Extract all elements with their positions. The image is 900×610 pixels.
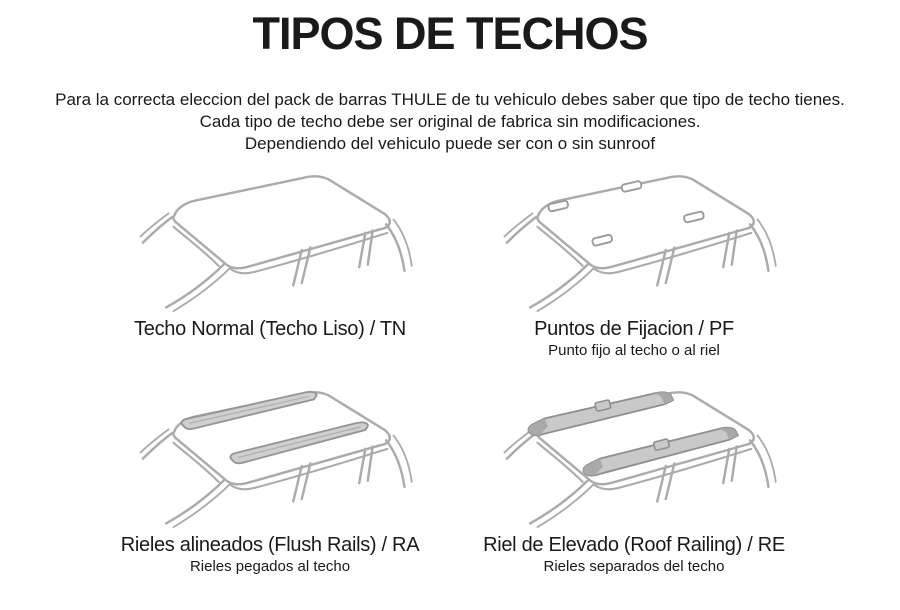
roof-types-grid (0, 163, 900, 575)
roof-type-sublabel: Rieles separados del techo (543, 557, 725, 575)
roof-type-card-puntos-de-fijacion (450, 163, 900, 359)
roof-type-label: Riel de Elevado (Roof Railing) / RE (483, 533, 785, 556)
intro-line-2: Cada tipo de techo debe ser original de fabrica sin modificaciones. (199, 111, 701, 131)
intro-line-3: Dependiendo del vehiculo puede ser con o sin sunroof (244, 133, 656, 153)
roof-type-card-rieles-alineados (0, 379, 450, 575)
roof-flush-rails-drawing (105, 379, 435, 531)
page-title: TIPOS DE TECHOS (252, 8, 648, 59)
intro-line-1: Para la correcta eleccion del pack de barras THULE de tu vehiculo debes saber que tipo de techo tienes. (55, 89, 845, 109)
roof-type-label: Techo Normal (Techo Liso) / TN (134, 317, 406, 340)
roof-type-sublabel: Punto fijo al techo o al riel (548, 341, 720, 359)
roof-plain-drawing (105, 163, 435, 315)
roof-type-sublabel: Rieles pegados al techo (189, 557, 351, 575)
roof-raised-rails-drawing (469, 379, 799, 531)
roof-type-card-techo-normal (0, 163, 450, 359)
roof-type-label: Puntos de Fijacion / PF (534, 317, 734, 340)
roof-type-label: Rieles alineados (Flush Rails) / RA (120, 533, 420, 556)
roof-fixpoints-drawing (469, 163, 799, 315)
roof-type-card-riel-elevado (450, 379, 900, 575)
intro-text (0, 89, 900, 155)
